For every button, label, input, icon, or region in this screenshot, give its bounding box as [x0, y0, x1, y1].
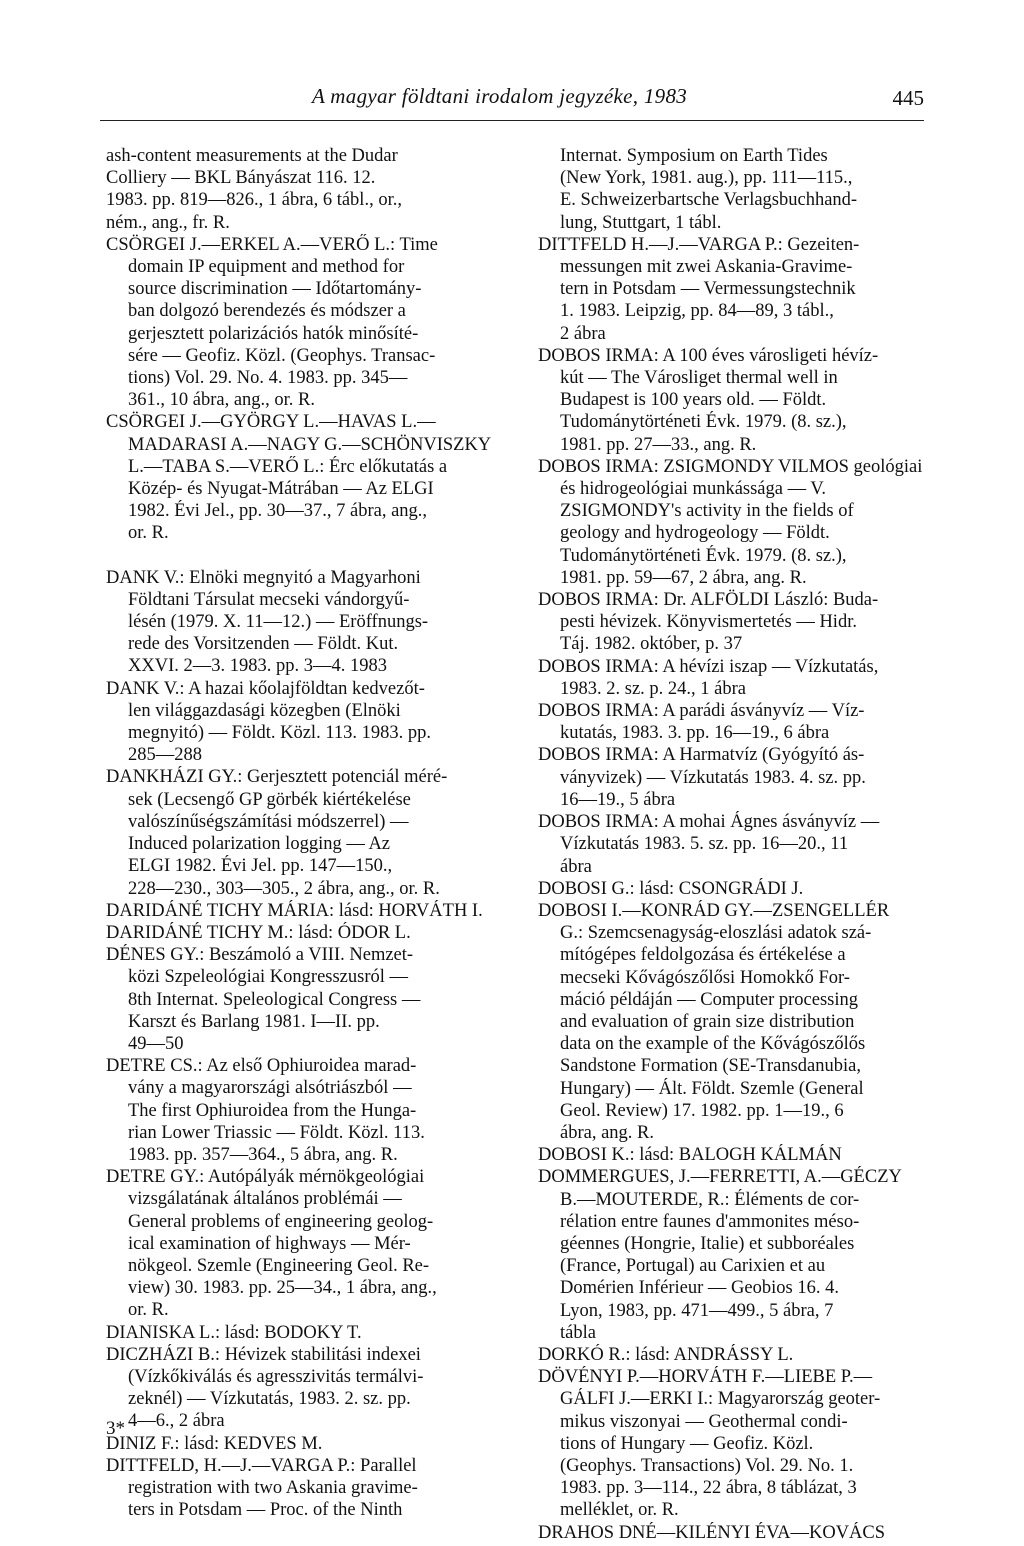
running-title: A magyar földtani irodalom jegyzéke, 1983 — [312, 84, 688, 108]
bibliography-entry-line: ném., ang., fr. R. — [106, 212, 230, 233]
left-column — [106, 145, 492, 1521]
bibliography-continuation-line: 2 ábra — [560, 323, 606, 344]
bibliography-continuation-line: rian Lower Triassic — Földt. Közl. 113. — [128, 1122, 425, 1143]
bibliography-continuation-line: lésén (1979. X. 11—12.) — Eröffnungs- — [128, 612, 429, 633]
bibliography-continuation-line: 1983. pp. 357—364., 5 ábra, ang. R. — [128, 1144, 398, 1165]
bibliography-entry-line: DITTFELD H.—J.—VARGA P.: Gezeiten- — [538, 234, 860, 255]
bibliography-continuation-line: vizsgálatának általános problémái — — [128, 1189, 402, 1210]
bibliography-continuation-line: Domérien Inférieur — Geobios 16. 4. — [560, 1278, 839, 1299]
bibliography-continuation-line: domain IP equipment and method for — [128, 257, 405, 278]
bibliography-continuation-line: Induced polarization logging — Az — [128, 834, 391, 855]
bibliography-entry-line: CSÖRGEI J.—ERKEL A.—VERŐ L.: Time — [106, 234, 438, 255]
bibliography-continuation-line: and evaluation of grain size distribution — [560, 1011, 855, 1032]
bibliography-continuation-line: messungen mit zwei Askania-Gravime- — [560, 257, 853, 278]
bibliography-continuation-line: MADARASI A.—NAGY G.—SCHÖNVISZKY — [128, 434, 492, 455]
bibliography-continuation-line: The first Ophiuroidea from the Hunga- — [128, 1100, 417, 1121]
bibliography-continuation-line: mecseki Kővágószőlősi Homokkő For- — [560, 967, 850, 988]
bibliography-entry-line: DOBOS IRMA: A Harmatvíz (Gyógyító ás- — [538, 745, 865, 766]
bibliography-entry-line: DOBOS IRMA: A 100 éves városligeti hévíz- — [538, 345, 879, 366]
bibliography-continuation-line: 1983. 2. sz. p. 24., 1 ábra — [560, 678, 746, 699]
bibliography-continuation-line: pesti hévizek. Könyvismertetés — Hidr. — [560, 612, 857, 633]
bibliography-continuation-line: len világgazdasági közegben (Elnöki — [128, 700, 401, 721]
bibliography-entry-line: DÉNES GY.: Beszámoló a VIII. Nemzet- — [106, 945, 414, 966]
signature-mark: 3* — [106, 1418, 125, 1439]
bibliography-continuation-line: sek (Lecsengő GP görbék kiértékelése — [128, 789, 411, 810]
bibliography-continuation-line: source discrimination — Időtartomány- — [128, 279, 422, 300]
bibliography-continuation-line: Tudománytörténeti Évk. 1979. (8. sz.), — [560, 545, 847, 566]
bibliography-entry-line: DOBOS IRMA: A mohai Ágnes ásványvíz — — [538, 812, 880, 833]
bibliography-continuation-line: tions of Hungary — Geofiz. Közl. — [560, 1433, 814, 1454]
bibliography-entry-line: DOMMERGUES, J.—FERRETTI, A.—GÉCZY — [538, 1167, 902, 1188]
bibliography-continuation-line: rélation entre faunes d'ammonites méso- — [560, 1211, 860, 1232]
bibliography-continuation-line: ZSIGMONDY's activity in the fields of — [560, 501, 854, 522]
bibliography-entry-line: DOBOS IRMA: A parádi ásványvíz — Víz- — [538, 701, 865, 722]
bibliography-continuation-line: 49—50 — [128, 1033, 184, 1054]
bibliography-continuation-line: ters in Potsdam — Proc. of the Ninth — [128, 1500, 403, 1521]
bibliography-entry-line: 1983. pp. 819—826., 1 ábra, 6 tábl., or., — [106, 190, 402, 211]
bibliography-continuation-line: (Vízkőkiválás és agresszivitás termálvi- — [128, 1366, 424, 1387]
bibliography-entry-line: DANK V.: A hazai kőolajföldtan kedvezőt- — [106, 678, 425, 699]
bibliography-entry-line: DOBOS IRMA: A hévízi iszap — Vízkutatás, — [538, 656, 879, 677]
bibliography-continuation-line: 16—19., 5 ábra — [560, 789, 676, 810]
bibliography-continuation-line: (New York, 1981. aug.), pp. 111—115., — [560, 168, 853, 189]
bibliography-entry-line: DITTFELD, H.—J.—VARGA P.: Parallel — [106, 1455, 417, 1476]
bibliography-continuation-line: XXVI. 2—3. 1983. pp. 3—4. 1983 — [128, 656, 387, 677]
bibliography-continuation-line: kút — The Városliget thermal well in — [560, 368, 838, 389]
bibliography-continuation-line: ványvizek) — Vízkutatás 1983. 4. sz. pp. — [560, 767, 866, 788]
right-column — [538, 145, 925, 1544]
bibliography-continuation-line: 1. 1983. Leipzig, pp. 84—89, 3 tábl., — [560, 301, 834, 322]
bibliography-continuation-line: kutatás, 1983. 3. pp. 16—19., 6 ábra — [560, 723, 830, 744]
bibliography-continuation-line: ban dolgozó berendezés és módszer a — [128, 301, 406, 322]
bibliography-continuation-line: Lyon, 1983, pp. 471—499., 5 ábra, 7 — [560, 1300, 834, 1321]
bibliography-continuation-line: tern in Potsdam — Vermessungstechnik — [560, 279, 856, 300]
bibliography-continuation-line: Hungary) — Ált. Földt. Szemle (General — [560, 1078, 864, 1099]
bibliography-continuation-line: gerjesztett polarizációs hatók minősíté- — [128, 323, 419, 344]
bibliography-continuation-line: tábla — [560, 1322, 596, 1343]
bibliography-continuation-line: és hidrogeológiai munkássága — V. — [560, 479, 826, 500]
bibliography-continuation-line: vány a magyarországi alsótriászból — — [128, 1078, 412, 1099]
bibliography-continuation-line: Sandstone Formation (SE-Transdanubia, — [560, 1056, 861, 1077]
bibliography-entry-line: DOBOSI G.: lásd: CSONGRÁDI J. — [538, 878, 804, 899]
bibliography-continuation-line: Táj. 1982. október, p. 37 — [560, 634, 743, 655]
bibliography-entry-line: DARIDÁNÉ TICHY M.: lásd: ÓDOR L. — [106, 922, 411, 943]
bibliography-entry-line: DANK V.: Elnöki megnyitó a Magyarhoni — [106, 567, 421, 588]
bibliography-continuation-line: lung, Stuttgart, 1 tábl. — [560, 212, 722, 233]
bibliography-continuation-line: nökgeol. Szemle (Engineering Geol. Re- — [128, 1255, 430, 1276]
page-header — [0, 84, 1024, 124]
bibliography-continuation-line: géennes (Hongrie, Italie) et subboréales — [560, 1233, 855, 1254]
bibliography-continuation-line: or. R. — [128, 523, 169, 544]
bibliography-continuation-line: Vízkutatás 1983. 5. sz. pp. 16—20., 11 — [560, 834, 849, 855]
bibliography-continuation-line: ábra, ang. R. — [560, 1122, 655, 1143]
bibliography-continuation-line: ical examination of highways — Mér- — [128, 1233, 411, 1254]
bibliography-continuation-line: G.: Szemcsenagyság-eloszlási adatok szá- — [560, 923, 872, 944]
paragraph-gap — [106, 545, 492, 567]
bibliography-continuation-line: Földtani Társulat mecseki vándorgyű- — [128, 589, 410, 610]
bibliography-continuation-line: (Geophys. Transactions) Vol. 29. No. 1. — [560, 1455, 854, 1476]
bibliography-continuation-line: 1981. pp. 27—33., ang. R. — [560, 434, 757, 455]
bibliography-entry-line: Colliery — BKL Bányászat 116. 12. — [106, 168, 376, 189]
bibliography-continuation-line: 285—288 — [128, 745, 202, 766]
bibliography-continuation-line: E. Schweizerbartsche Verlagsbuchhand- — [560, 190, 858, 211]
bibliography-entry-line: DRAHOS DNÉ—KILÉNYI ÉVA—KOVÁCS — [538, 1522, 886, 1543]
bibliography-continuation-line: ELGI 1982. Évi Jel. pp. 147—150., — [128, 856, 393, 877]
bibliography-continuation-line: mikus viszonyai — Geothermal condi- — [560, 1411, 848, 1432]
bibliography-continuation-line: or. R. — [128, 1300, 169, 1321]
bibliography-continuation-line: közi Szpeleológiai Kongresszusról — — [128, 967, 409, 988]
bibliography-entry-line: DINIZ F.: lásd: KEDVES M. — [106, 1433, 323, 1454]
bibliography-continuation-line: zeknél) — Vízkutatás, 1983. 2. sz. pp. — [128, 1389, 411, 1410]
bibliography-continuation-line: 361., 10 ábra, ang., or. R. — [128, 390, 316, 411]
bibliography-entry-line: DANKHÁZI GY.: Gerjesztett potenciál méré- — [106, 767, 448, 788]
bibliography-continuation-line: ábra — [560, 856, 592, 877]
bibliography-entry-line: CSÖRGEI J.—GYÖRGY L.—HAVAS L.— — [106, 412, 436, 433]
bibliography-entry-line: DOBOSI I.—KONRÁD GY.—ZSENGELLÉR — [538, 900, 890, 921]
bibliography-continuation-line: view) 30. 1983. pp. 25—34., 1 ábra, ang., — [128, 1278, 437, 1299]
bibliography-continuation-line: Internat. Symposium on Earth Tides — [560, 146, 828, 166]
bibliography-continuation-line: 1983. pp. 3—114., 22 ábra, 8 táblázat, 3 — [560, 1478, 857, 1499]
bibliography-entry-line: DORKÓ R.: lásd: ANDRÁSSY L. — [538, 1344, 794, 1365]
bibliography-continuation-line: rede des Vorsitzenden — Földt. Kut. — [128, 634, 399, 655]
bibliography-continuation-line: Karszt és Barlang 1981. I—II. pp. — [128, 1011, 380, 1032]
bibliography-continuation-line: 1982. Évi Jel., pp. 30—37., 7 ábra, ang., — [128, 501, 428, 522]
bibliography-entry-line: DOBOSI K.: lásd: BALOGH KÁLMÁN — [538, 1145, 842, 1166]
bibliography-entry-line: DOBOS IRMA: ZSIGMONDY VILMOS geológiai — [538, 456, 923, 477]
bibliography-continuation-line: Közép- és Nyugat-Mátrában — Az ELGI — [128, 479, 434, 500]
bibliography-continuation-line: registration with two Askania gravime- — [128, 1477, 418, 1498]
bibliography-entry-line: DOBOS IRMA: Dr. ALFÖLDI László: Buda- — [538, 590, 879, 611]
bibliography-continuation-line: geology and hydrogeology — Földt. — [560, 523, 830, 544]
bibliography-entry-line: DICZHÁZI B.: Hévizek stabilitási indexei — [106, 1344, 421, 1365]
bibliography-continuation-line: valószínűségszámítási módszerrel) — — [128, 811, 409, 832]
bibliography-entry-line: DIANISKA L.: lásd: BODOKY T. — [106, 1322, 362, 1343]
page-number: 445 — [892, 86, 924, 110]
header-rule — [100, 120, 924, 121]
bibliography-continuation-line: 8th Internat. Speleological Congress — — [128, 989, 421, 1010]
bibliography-entry-line: DÖVÉNYI P.—HORVÁTH F.—LIEBE P.— — [538, 1367, 873, 1388]
bibliography-continuation-line: 1981. pp. 59—67, 2 ábra, ang. R. — [560, 567, 807, 588]
bibliography-entry-line: ash-content measurements at the Dudar — [106, 146, 398, 166]
bibliography-continuation-line: General problems of engineering geolog- — [128, 1211, 434, 1232]
bibliography-continuation-line: 228—230., 303—305., 2 ábra, ang., or. R. — [128, 878, 440, 899]
bibliography-continuation-line: GÁLFI J.—ERKI I.: Magyarország geoter- — [560, 1389, 881, 1410]
bibliography-continuation-line: máció példáján — Computer processing — [560, 989, 858, 1010]
bibliography-entry-line: DARIDÁNÉ TICHY MÁRIA: lásd: HORVÁTH I. — [106, 900, 483, 921]
bibliography-continuation-line: Geol. Review) 17. 1982. pp. 1—19., 6 — [560, 1100, 844, 1121]
bibliography-continuation-line: (France, Portugal) au Carixien et au — [560, 1256, 826, 1277]
bibliography-continuation-line: data on the example of the Kővágószőlős — [560, 1034, 866, 1055]
bibliography-entry-line: DETRE GY.: Autópályák mérnökgeológiai — [106, 1167, 425, 1188]
bibliography-continuation-line: mítógépes feldolgozása és értékelése a — [560, 945, 846, 966]
bibliography-continuation-line: megnyitó) — Földt. Közl. 113. 1983. pp. — [128, 723, 432, 744]
bibliography-entry-line: DETRE CS.: Az első Ophiuroidea marad- — [106, 1056, 417, 1077]
bibliography-continuation-line: 4—6., 2 ábra — [128, 1411, 225, 1432]
bibliography-continuation-line: L.—TABA S.—VERŐ L.: Érc előkutatás a — [128, 456, 448, 477]
bibliography-continuation-line: sére — Geofiz. Közl. (Geophys. Transac- — [128, 345, 436, 366]
bibliography-continuation-line: Tudománytörténeti Évk. 1979. (8. sz.), — [560, 412, 847, 433]
bibliography-continuation-line: tions) Vol. 29. No. 4. 1983. pp. 345— — [128, 368, 408, 389]
bibliography-continuation-line: melléklet, or. R. — [560, 1500, 679, 1521]
bibliography-continuation-line: Budapest is 100 years old. — Földt. — [560, 390, 827, 411]
bibliography-continuation-line: B.—MOUTERDE, R.: Éléments de cor- — [560, 1189, 860, 1210]
